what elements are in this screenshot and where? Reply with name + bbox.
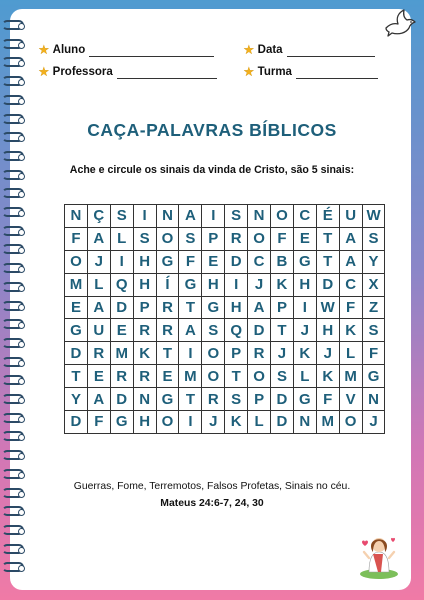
grid-cell[interactable]: I [293,296,316,319]
grid-cell[interactable]: K [293,342,316,365]
grid-cell[interactable]: K [339,319,362,342]
professora-line[interactable] [117,66,217,79]
grid-cell[interactable]: É [316,205,339,228]
grid-cell[interactable]: H [133,250,156,273]
turma-field[interactable]: ★ Turma [243,64,378,80]
grid-cell[interactable]: P [271,296,294,319]
grid-cell[interactable]: T [65,365,88,388]
grid-cell[interactable]: A [248,296,271,319]
grid-cell[interactable]: Q [225,319,248,342]
grid-cell[interactable]: S [202,319,225,342]
grid-row [65,411,385,434]
grid-cell[interactable]: X [362,273,385,296]
grid-cell[interactable]: S [133,227,156,250]
grid-cell[interactable]: P [248,388,271,411]
grid-cell[interactable]: P [133,296,156,319]
grid-cell[interactable]: H [133,411,156,434]
grid-cell[interactable]: L [110,227,133,250]
grid-cell[interactable]: R [202,388,225,411]
grid-cell[interactable]: B [271,250,294,273]
aluno-line[interactable] [89,44,214,57]
grid-cell[interactable]: L [87,273,110,296]
grid-cell[interactable]: L [248,411,271,434]
grid-cell[interactable]: N [133,388,156,411]
spiral-ring [2,76,24,86]
grid-cell[interactable]: J [202,411,225,434]
bible-reference: Mateus 24:6-7, 24, 30 [160,498,264,509]
grid-cell[interactable]: J [271,342,294,365]
grid-cell[interactable]: E [65,296,88,319]
grid-cell[interactable]: W [316,296,339,319]
spiral-ring [2,544,24,554]
grid-cell[interactable]: S [362,227,385,250]
grid-cell[interactable]: Y [65,388,88,411]
grid-cell[interactable]: H [225,296,248,319]
grid-cell[interactable]: O [156,227,179,250]
grid-cell[interactable]: S [225,388,248,411]
grid-cell[interactable]: F [339,296,362,319]
grid-cell[interactable]: I [179,411,202,434]
grid-row [65,319,385,342]
spiral-ring [2,282,24,292]
grid-cell[interactable]: H [293,273,316,296]
grid-cell[interactable]: Z [362,296,385,319]
grid-cell[interactable]: S [179,227,202,250]
spiral-ring [2,301,24,311]
grid-cell[interactable]: A [179,319,202,342]
spiral-ring [2,263,24,273]
page-title: CAÇA-PALAVRAS BÍBLICOS [87,120,337,140]
grid-cell[interactable]: G [110,411,133,434]
grid-cell[interactable]: G [179,273,202,296]
spiral-ring [2,338,24,348]
grid-cell[interactable]: M [110,342,133,365]
instruction-text: Ache e circule os sinais da vinda de Cristo, são 5 sinais: [69,164,355,176]
grid-cell[interactable]: P [202,227,225,250]
star-icon: ★ [243,42,255,57]
grid-cell[interactable]: E [110,319,133,342]
grid-cell[interactable]: G [65,319,88,342]
spiral-ring [2,394,24,404]
grid-cell[interactable]: T [316,227,339,250]
grid-cell[interactable]: E [202,250,225,273]
grid-row [65,365,385,388]
spiral-ring [2,20,24,30]
grid-cell[interactable]: G [156,250,179,273]
spiral-ring [2,207,24,217]
grid-cell[interactable]: A [339,250,362,273]
grid-cell[interactable]: R [110,365,133,388]
grid-cell[interactable]: H [133,273,156,296]
grid-cell[interactable]: C [248,250,271,273]
grid-cell[interactable]: G [293,388,316,411]
grid-cell[interactable]: J [248,273,271,296]
grid-cell[interactable]: A [87,388,110,411]
grid-cell[interactable]: D [248,319,271,342]
turma-line[interactable] [296,66,378,79]
grid-row [65,227,385,250]
grid-cell[interactable]: S [110,205,133,228]
data-line[interactable] [287,44,375,57]
dove-icon [382,8,416,38]
grid-cell[interactable]: R [133,319,156,342]
grid-cell[interactable]: O [271,205,294,228]
grid-cell[interactable]: S [362,319,385,342]
grid-cell[interactable]: P [225,342,248,365]
grid-cell[interactable]: R [156,319,179,342]
grid-cell[interactable]: D [271,388,294,411]
grid-cell[interactable]: I [225,273,248,296]
grid-row [65,296,385,319]
grid-cell[interactable]: J [87,250,110,273]
grid-cell[interactable]: Ç [87,205,110,228]
grid-cell[interactable]: D [110,296,133,319]
grid-cell[interactable]: O [339,411,362,434]
grid-cell[interactable]: G [293,250,316,273]
spiral-ring [2,95,24,105]
grid-cell[interactable]: N [65,205,88,228]
grid-cell[interactable]: F [65,227,88,250]
grid-cell[interactable]: L [339,342,362,365]
spiral-ring [2,151,24,161]
grid-cell[interactable]: T [179,296,202,319]
grid-cell[interactable]: K [316,365,339,388]
grid-row [65,388,385,411]
star-icon: ★ [243,64,255,79]
grid-cell[interactable]: M [339,365,362,388]
grid-cell[interactable]: Q [110,273,133,296]
grid-cell[interactable]: K [225,411,248,434]
grid-cell[interactable]: M [65,273,88,296]
grid-cell[interactable]: K [133,342,156,365]
grid-cell[interactable]: R [87,342,110,365]
spiral-ring [2,319,24,329]
grid-cell[interactable]: T [156,342,179,365]
grid-cell[interactable]: O [156,411,179,434]
grid-cell[interactable]: T [179,388,202,411]
grid-cell[interactable]: I [179,342,202,365]
grid-cell[interactable]: V [339,388,362,411]
grid-cell[interactable]: M [316,411,339,434]
word-search-grid[interactable] [64,204,385,434]
grid-cell[interactable]: J [362,411,385,434]
grid-cell[interactable]: A [87,227,110,250]
grid-cell[interactable]: F [362,342,385,365]
grid-cell[interactable]: T [316,250,339,273]
grid-cell[interactable]: A [339,227,362,250]
grid-cell[interactable]: N [156,205,179,228]
data-field[interactable]: ★ Data [243,42,375,58]
grid-cell[interactable]: G [202,296,225,319]
spiral-ring [2,357,24,367]
grid-cell[interactable]: D [316,273,339,296]
grid-row [65,205,385,228]
grid-cell[interactable]: A [87,296,110,319]
grid-cell[interactable]: L [293,365,316,388]
grid-cell[interactable]: F [316,388,339,411]
grid-cell[interactable]: O [248,365,271,388]
aluno-field[interactable]: ★ Aluno [38,42,214,58]
grid-cell[interactable]: Í [156,273,179,296]
grid-cell[interactable]: R [248,342,271,365]
grid-cell[interactable]: F [271,227,294,250]
grid-cell[interactable]: N [248,205,271,228]
grid-cell[interactable]: G [362,365,385,388]
spiral-ring [2,413,24,423]
spiral-ring [2,450,24,460]
spiral-ring [2,226,24,236]
grid-cell[interactable]: E [87,365,110,388]
spiral-ring [2,188,24,198]
grid-cell[interactable]: I [110,250,133,273]
grid-cell[interactable]: Y [362,250,385,273]
grid-cell[interactable]: E [293,227,316,250]
spiral-ring [2,375,24,385]
grid-row [65,250,385,273]
spiral-ring [2,39,24,49]
grid-cell[interactable]: N [362,388,385,411]
grid-row [65,342,385,365]
grid-cell[interactable]: O [65,250,88,273]
spiral-ring [2,562,24,572]
professora-field[interactable]: ★ Professora [38,64,217,80]
grid-cell[interactable]: H [202,273,225,296]
grid-cell[interactable]: R [156,296,179,319]
grid-cell[interactable]: G [156,388,179,411]
spiral-ring [2,525,24,535]
grid-cell[interactable]: T [225,365,248,388]
star-icon: ★ [38,64,50,79]
spiral-ring [2,469,24,479]
star-icon: ★ [38,42,50,57]
grid-cell[interactable]: U [87,319,110,342]
grid-cell[interactable]: D [271,411,294,434]
grid-cell[interactable]: D [65,342,88,365]
notebook-spiral [2,20,28,580]
grid-cell[interactable]: S [225,205,248,228]
jesus-illustration [356,528,402,580]
grid-cell[interactable]: S [271,365,294,388]
grid-cell[interactable]: W [362,205,385,228]
grid-cell[interactable]: H [316,319,339,342]
grid-cell[interactable]: D [225,250,248,273]
grid-cell[interactable]: J [293,319,316,342]
grid-row [65,273,385,296]
grid-cell[interactable]: U [339,205,362,228]
spiral-ring [2,244,24,254]
spiral-ring [2,431,24,441]
grid-cell[interactable]: T [271,319,294,342]
grid-cell[interactable]: K [271,273,294,296]
grid-cell[interactable]: C [293,205,316,228]
grid-cell[interactable]: I [133,205,156,228]
grid-cell[interactable]: F [87,411,110,434]
grid-cell[interactable]: R [133,365,156,388]
grid-cell[interactable]: I [202,205,225,228]
grid-cell[interactable]: F [179,250,202,273]
grid-cell[interactable]: C [339,273,362,296]
grid-cell[interactable]: O [202,365,225,388]
grid-cell[interactable]: O [202,342,225,365]
spiral-ring [2,57,24,67]
grid-cell[interactable]: O [248,227,271,250]
grid-cell[interactable]: D [65,411,88,434]
grid-cell[interactable]: R [225,227,248,250]
grid-cell[interactable]: D [110,388,133,411]
grid-cell[interactable]: M [179,365,202,388]
grid-cell[interactable]: N [293,411,316,434]
grid-cell[interactable]: J [316,342,339,365]
grid-cell[interactable]: E [156,365,179,388]
grid-cell[interactable]: A [179,205,202,228]
word-list: Guerras, Fome, Terremotos, Falsos Profetas, Sinais no céu. [73,481,351,492]
